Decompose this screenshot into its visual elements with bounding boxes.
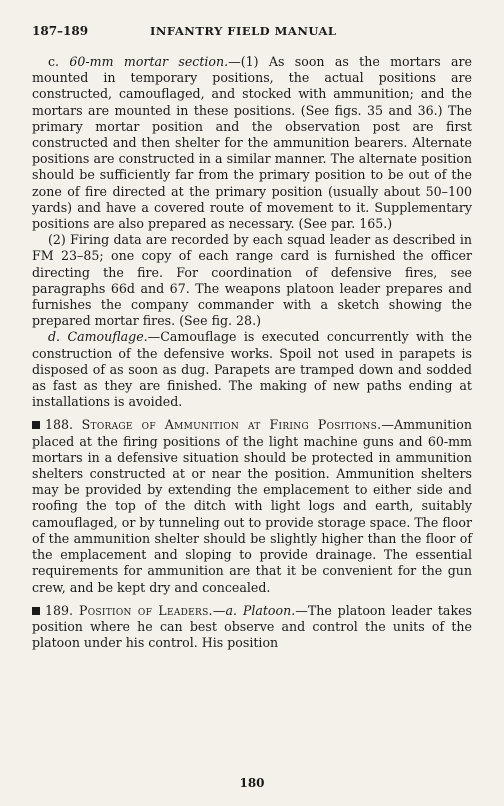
- paragraph-text: —Ammunition placed at the firing positions of the light machine guns and 60-mm mortars in a defensive situation should be protected in ammunition shelters constructed at or near the position. Ammunition shelters may be provided by extending the emplacement to either side and roofing the top of the ditch with light logs and earth, suitably camouflaged, or by tunneling out to provide storage space. The floor of the ammunition shelter should be slightly higher than the floor of the emplacement and sloping to provide drainage. The essential requirements for ammunition are that it be convenient for the gun crew, and be kept dry and concealed.: [32, 417, 472, 595]
- section-marker-icon: [32, 421, 40, 429]
- paragraph-firing-data: [32, 232, 472, 329]
- section-marker-icon: [32, 607, 40, 615]
- paragraph-camouflage: [32, 329, 472, 410]
- manual-title: INFANTRY FIELD MANUAL: [150, 24, 337, 38]
- section-number: 189.: [45, 602, 74, 618]
- section-number: 188.: [45, 417, 74, 433]
- section-188: [32, 417, 472, 595]
- running-head: [32, 24, 472, 38]
- paragraph-text: —The platoon leader takes position where he can best observe and control the units of the platoon under his control. His position: [32, 602, 472, 651]
- section-range: 187–189: [32, 24, 89, 38]
- section-heading: Storage of Ammunition at Firing Positions.: [81, 417, 382, 433]
- subparagraph-title: —a. Platoon.: [212, 602, 296, 618]
- paragraph-text: —(1) As soon as the mortars are mounted in temporary positions, the actual positions are constructed, camouflaged, and stocked with ammunition; and the mortars are mounted in these positions. (See figs. 35 and 36.) The primary mortar position and the observation post are first constructed and then shelter for the ammunition bearers. Alternate positions are constructed in a similar manner. The alternate position should be sufficiently far from the primary position to be out of the zone of fire directed at the primary position (usually about 50–100 yards) and have a covered route of movement to it. Supplementary positions are also prepared as necessary. (See par. 165.): [32, 54, 473, 232]
- section-heading: Position of Leaders.: [78, 602, 213, 618]
- paragraph-text: (2) Firing data are recorded by each squad leader as described in FM 23–85; one copy of each range card is furnished the officer directing the fire. For coordination of defensive fires, see paragraphs 66d and 67. The weapons platoon leader prepares and furnishes the company commander with a sketch showing the prepared mortar fires. (See fig. 28.): [32, 232, 472, 329]
- paragraph-mortar-section: [32, 54, 472, 232]
- subparagraph-title: 60-mm mortar section.: [69, 54, 229, 69]
- paragraph-text: —Camouflage is executed concurrently with the construction of the defensive works. Spoil not used in parapets is disposed of as soon as dug. Parapets are tramped down and sodded as fast as they are finished. The making of new paths ending at installations is avoided.: [32, 329, 472, 410]
- subparagraph-label: c.: [48, 54, 60, 69]
- subparagraph-title: d. Camouflage.: [48, 329, 148, 345]
- page-number: 180: [239, 776, 265, 790]
- body-text: [32, 54, 472, 651]
- section-189: [32, 603, 472, 652]
